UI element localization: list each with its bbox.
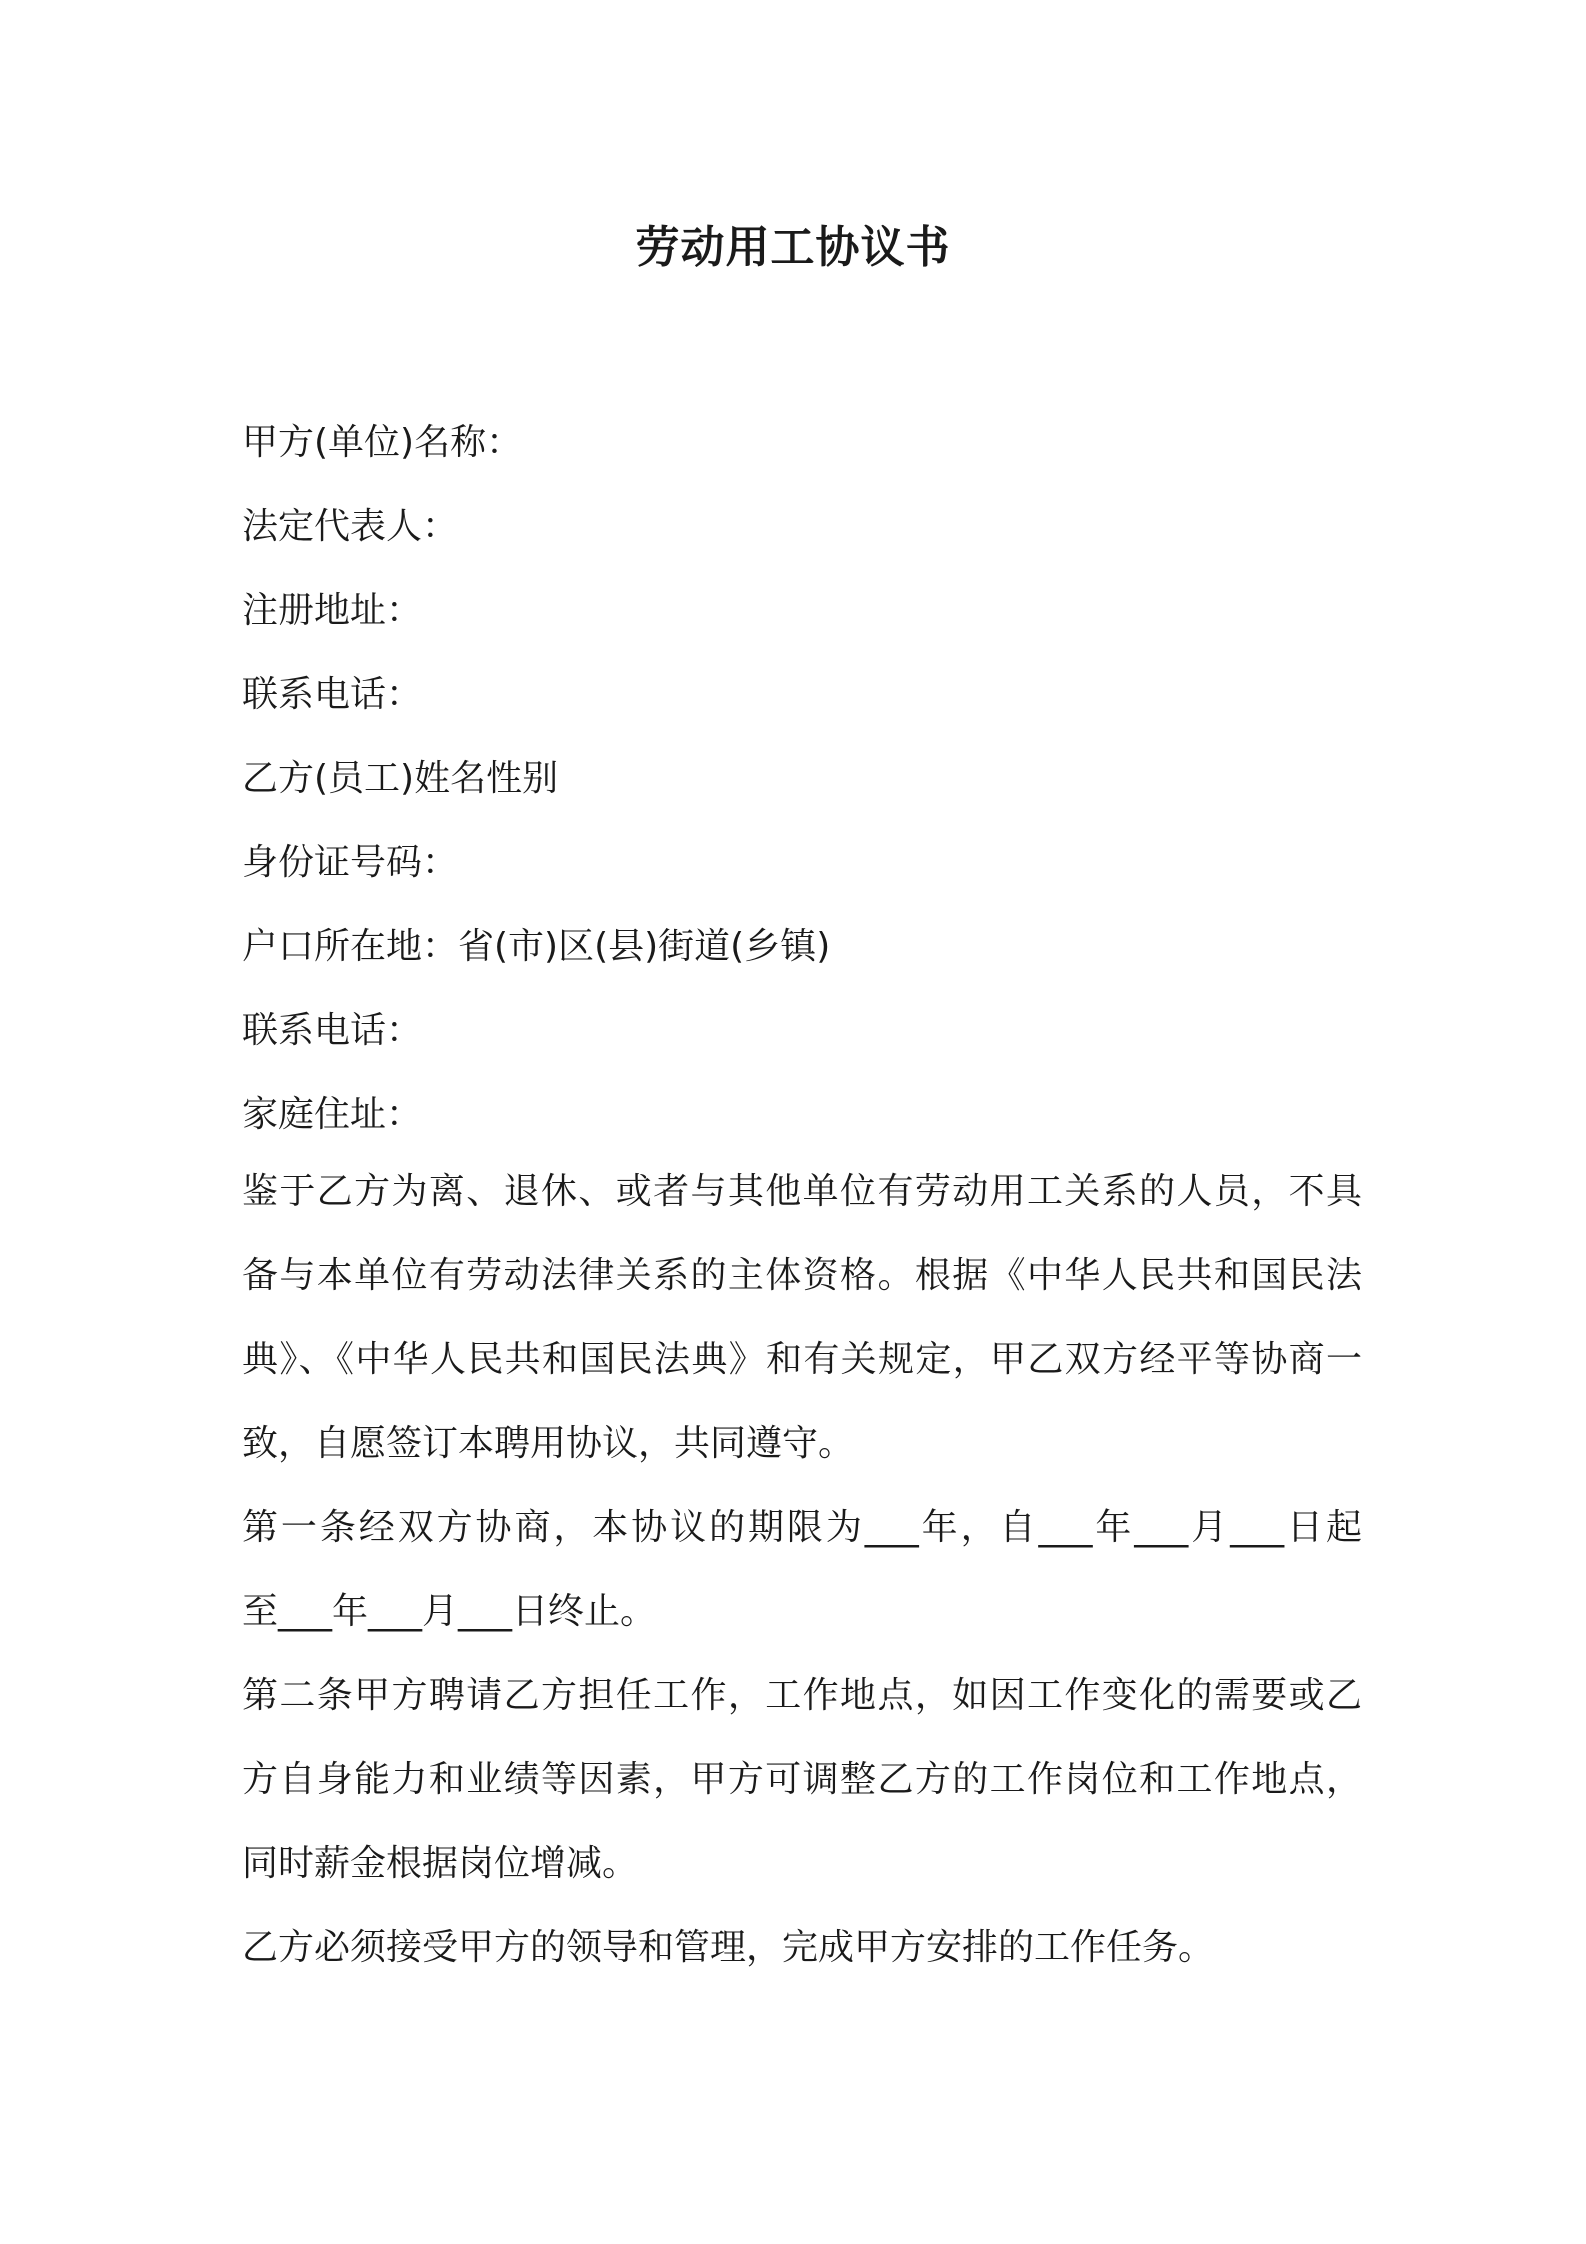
field-home-address: 家庭住址：	[242, 1094, 423, 1135]
field-registered-address: 注册地址：	[242, 590, 423, 631]
preamble-line: 鉴于乙方为离、退休、或者与其他单位有劳动用工关系的人员，不具	[242, 1171, 1362, 1212]
document-title: 劳动用工协议书	[635, 222, 951, 273]
preamble-paragraph	[242, 1150, 1362, 1486]
field-party-a-phone: 联系电话：	[242, 674, 423, 715]
field-party-b-name-gender: 乙方(员工)姓名性别	[242, 758, 559, 799]
preamble-line: 备与本单位有劳动法律关系的主体资格。根据《中华人民共和国民法	[242, 1255, 1362, 1296]
closing-paragraph	[242, 1906, 1362, 1990]
article-2-line: 同时薪金根据岗位增减。	[242, 1843, 639, 1884]
article-1-line: 第一条经双方协商，本协议的期限为___年，自___年___月___日起	[242, 1507, 1362, 1548]
field-party-a-name: 甲方(单位)名称：	[242, 422, 523, 463]
preamble-line: 典》、《中华人民共和国民法典》和有关规定，甲乙双方经平等协商一	[242, 1339, 1362, 1380]
closing-line: 乙方必须接受甲方的领导和管理，完成甲方安排的工作任务。	[242, 1927, 1215, 1968]
article-2-paragraph	[242, 1654, 1362, 1906]
article-1-line: 至___年___月___日终止。	[242, 1591, 657, 1632]
field-household-registration: 户口所在地：省(市)区(县)街道(乡镇)	[242, 926, 831, 967]
field-party-b-phone: 联系电话：	[242, 1010, 423, 1051]
preamble-line: 致，自愿签订本聘用协议，共同遵守。	[242, 1423, 855, 1464]
article-2-line: 第二条甲方聘请乙方担任工作，工作地点，如因工作变化的需要或乙	[242, 1675, 1362, 1716]
article-1-paragraph	[242, 1486, 1362, 1654]
field-id-number: 身份证号码：	[242, 842, 459, 883]
article-2-line: 方自身能力和业绩等因素，甲方可调整乙方的工作岗位和工作地点，	[242, 1759, 1362, 1800]
field-legal-representative: 法定代表人：	[242, 506, 459, 547]
